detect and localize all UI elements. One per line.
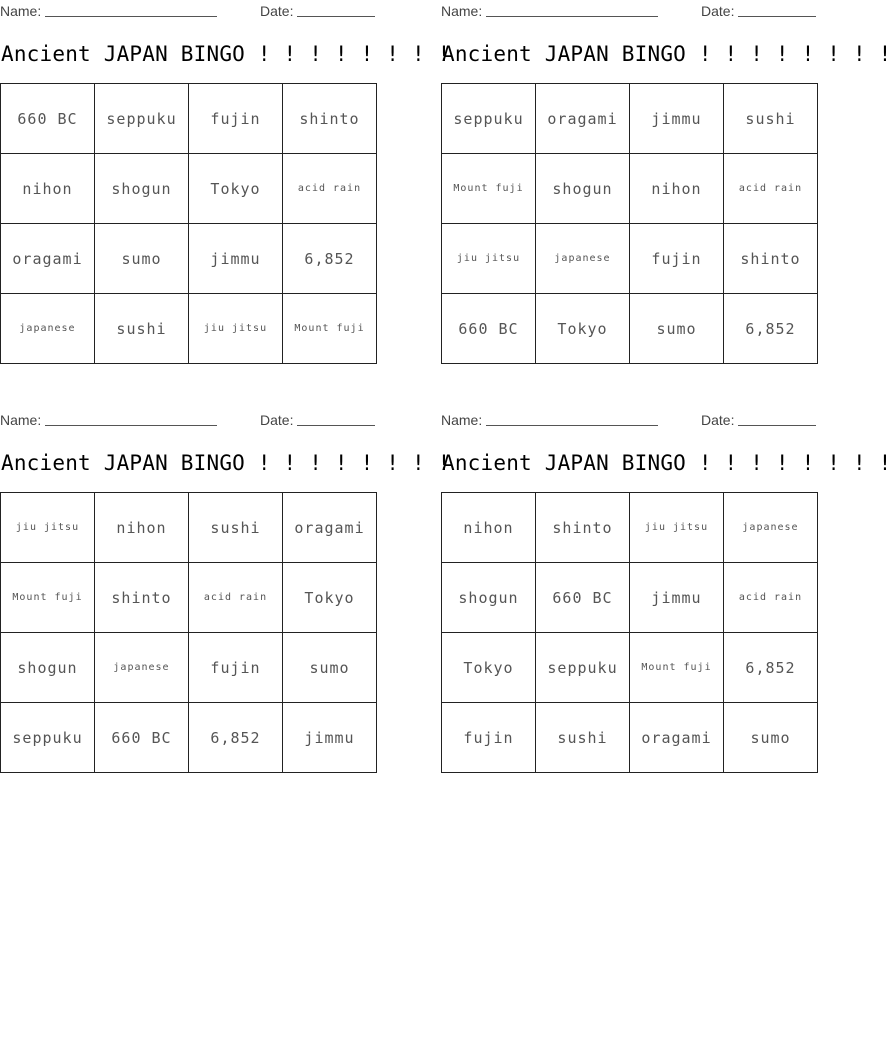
date-label: Date:	[260, 3, 294, 19]
bingo-row	[442, 633, 818, 703]
bingo-cell[interactable]: jiu jitsu	[189, 294, 283, 364]
bingo-card-1	[0, 0, 451, 338]
bingo-cell[interactable]: acid rain	[724, 154, 818, 224]
date-blank[interactable]	[297, 425, 375, 426]
bingo-cell[interactable]: shogun	[95, 154, 189, 224]
bingo-cell[interactable]: shogun	[442, 563, 536, 633]
bingo-cell[interactable]: Tokyo	[536, 294, 630, 364]
bingo-row	[442, 493, 818, 563]
bingo-cell[interactable]: japanese	[1, 294, 95, 364]
bingo-cell[interactable]: fujin	[189, 633, 283, 703]
bingo-cell[interactable]: 6,852	[283, 224, 377, 294]
date-label: Date:	[701, 3, 735, 19]
date-label: Date:	[701, 412, 735, 428]
bingo-row	[1, 154, 377, 224]
bingo-cell[interactable]: acid rain	[283, 154, 377, 224]
date-blank[interactable]	[738, 16, 816, 17]
bingo-cell[interactable]: jimmu	[283, 703, 377, 773]
bingo-cell[interactable]: shinto	[536, 493, 630, 563]
bingo-row	[1, 84, 377, 154]
card-title: Ancient JAPAN BINGO ! ! ! ! ! ! ! !	[442, 42, 892, 66]
bingo-cell[interactable]: acid rain	[724, 563, 818, 633]
bingo-cell[interactable]: sushi	[536, 703, 630, 773]
bingo-row	[442, 294, 818, 364]
bingo-row	[1, 563, 377, 633]
name-label: Name:	[0, 412, 42, 428]
name-label: Name:	[0, 3, 42, 19]
bingo-cell[interactable]: oragami	[536, 84, 630, 154]
bingo-cell[interactable]: shogun	[536, 154, 630, 224]
bingo-cell[interactable]: jimmu	[630, 563, 724, 633]
bingo-cell[interactable]: Mount fuji	[442, 154, 536, 224]
name-date-line	[0, 409, 375, 431]
bingo-card-4	[441, 409, 892, 747]
bingo-row	[1, 224, 377, 294]
name-blank[interactable]	[45, 425, 217, 426]
bingo-cell[interactable]: jiu jitsu	[630, 493, 724, 563]
bingo-cell[interactable]: sushi	[95, 294, 189, 364]
bingo-cell[interactable]: oragami	[283, 493, 377, 563]
date-blank[interactable]	[738, 425, 816, 426]
bingo-cell[interactable]: shogun	[1, 633, 95, 703]
bingo-row	[442, 84, 818, 154]
bingo-grid	[0, 492, 377, 773]
bingo-cell[interactable]: seppuku	[1, 703, 95, 773]
bingo-cell[interactable]: 660 BC	[536, 563, 630, 633]
bingo-cell[interactable]: jiu jitsu	[442, 224, 536, 294]
bingo-cell[interactable]: sumo	[95, 224, 189, 294]
bingo-row	[1, 703, 377, 773]
bingo-cell[interactable]: 6,852	[724, 294, 818, 364]
bingo-card-2	[441, 0, 892, 338]
bingo-cell[interactable]: sumo	[630, 294, 724, 364]
name-label: Name:	[441, 3, 483, 19]
bingo-cell[interactable]: seppuku	[442, 84, 536, 154]
bingo-cell[interactable]: shinto	[283, 84, 377, 154]
bingo-cell[interactable]: fujin	[442, 703, 536, 773]
bingo-cell[interactable]: sushi	[189, 493, 283, 563]
bingo-row	[1, 633, 377, 703]
name-label: Name:	[441, 412, 483, 428]
bingo-cell[interactable]: Mount fuji	[1, 563, 95, 633]
name-blank[interactable]	[45, 16, 217, 17]
bingo-cell[interactable]: seppuku	[95, 84, 189, 154]
bingo-cell[interactable]: 6,852	[189, 703, 283, 773]
bingo-cell[interactable]: fujin	[189, 84, 283, 154]
bingo-cell[interactable]: 660 BC	[95, 703, 189, 773]
bingo-cell[interactable]: 660 BC	[442, 294, 536, 364]
bingo-cell[interactable]: japanese	[536, 224, 630, 294]
date-label: Date:	[260, 412, 294, 428]
bingo-cell[interactable]: jimmu	[189, 224, 283, 294]
bingo-grid	[0, 83, 377, 364]
bingo-cell[interactable]: japanese	[724, 493, 818, 563]
name-date-line	[441, 0, 816, 22]
name-blank[interactable]	[486, 425, 658, 426]
name-date-line	[0, 0, 375, 22]
bingo-cell[interactable]: Mount fuji	[283, 294, 377, 364]
bingo-cell[interactable]: shinto	[95, 563, 189, 633]
date-blank[interactable]	[297, 16, 375, 17]
bingo-cell[interactable]: seppuku	[536, 633, 630, 703]
bingo-cell[interactable]: acid rain	[189, 563, 283, 633]
name-blank[interactable]	[486, 16, 658, 17]
bingo-cell[interactable]: oragami	[630, 703, 724, 773]
bingo-cell[interactable]: sumo	[724, 703, 818, 773]
bingo-cell[interactable]: japanese	[95, 633, 189, 703]
bingo-row	[442, 154, 818, 224]
bingo-cell[interactable]: nihon	[1, 154, 95, 224]
bingo-cell[interactable]: Mount fuji	[630, 633, 724, 703]
card-title: Ancient JAPAN BINGO ! ! ! ! ! ! ! !	[1, 451, 451, 475]
bingo-cell[interactable]: nihon	[442, 493, 536, 563]
bingo-cell[interactable]: Tokyo	[442, 633, 536, 703]
bingo-grid	[441, 83, 818, 364]
name-date-line	[441, 409, 816, 431]
bingo-cell[interactable]: nihon	[630, 154, 724, 224]
bingo-row	[1, 493, 377, 563]
bingo-cell[interactable]: sushi	[724, 84, 818, 154]
bingo-cell[interactable]: sumo	[283, 633, 377, 703]
card-title: Ancient JAPAN BINGO ! ! ! ! ! ! ! !	[1, 42, 451, 66]
bingo-row	[442, 563, 818, 633]
bingo-cell[interactable]: oragami	[1, 224, 95, 294]
bingo-row	[1, 294, 377, 364]
bingo-cell[interactable]: Tokyo	[283, 563, 377, 633]
bingo-cell[interactable]: Tokyo	[189, 154, 283, 224]
bingo-cell[interactable]: nihon	[95, 493, 189, 563]
bingo-cell[interactable]: 660 BC	[1, 84, 95, 154]
bingo-cell[interactable]: jimmu	[630, 84, 724, 154]
bingo-cell[interactable]: shinto	[724, 224, 818, 294]
bingo-card-3	[0, 409, 451, 747]
bingo-cell[interactable]: jiu jitsu	[1, 493, 95, 563]
bingo-cell[interactable]: 6,852	[724, 633, 818, 703]
bingo-grid	[441, 492, 818, 773]
bingo-row	[442, 703, 818, 773]
card-title: Ancient JAPAN BINGO ! ! ! ! ! ! ! !	[442, 451, 892, 475]
bingo-row	[442, 224, 818, 294]
bingo-cell[interactable]: fujin	[630, 224, 724, 294]
